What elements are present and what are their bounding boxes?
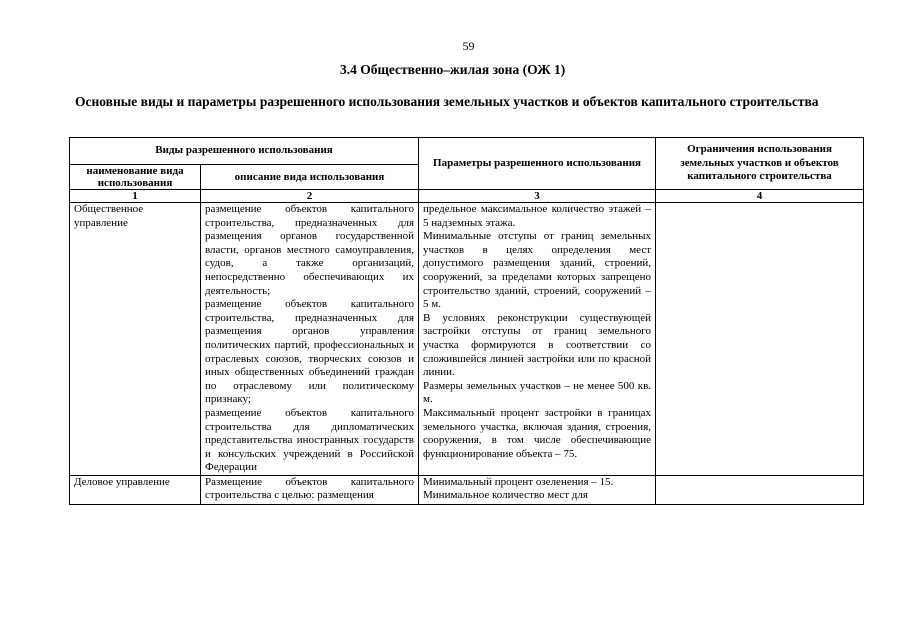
parameter-paragraph: Размеры земельных участков – не менее 500 кв. м. — [423, 379, 652, 406]
description-paragraph: размещение объектов капитального строительства, предназначенных для размещения органов государственной власти, органов местного самоуправления, судов, а также организаций, непосредственно обеспечивающих их деятельность; — [205, 203, 415, 297]
column-number-1: 1 — [70, 190, 201, 203]
header-parameters: Параметры разрешенного использования — [419, 138, 656, 190]
column-number-3: 3 — [419, 190, 656, 203]
parameter-paragraph: Максимальный процент застройки в границах земельного участка, включая здания, строения, сооружения, в том числе обеспечивающие функционирование объекта – 75. — [423, 406, 652, 460]
parameter-paragraph: Минимальные отступы от границ земельных участков в целях определения мест допустимого размещения зданий, строений, сооружений, за пределами которых запрещено строительство зданий, строений, сооружений – 5 м. — [423, 230, 652, 311]
usage-description — [201, 203, 419, 476]
description-paragraph: размещение объектов капитального строительства, предназначенных для размещения органов управления политических партий, профессиональных и отраслевых союзов, творческих союзов и иных общественных объединений граждан по отраслевому или политическому признаку; — [205, 298, 415, 406]
usage-name: Общественное управление — [70, 203, 201, 476]
parameter-paragraph: Минимальный процент озеленения – 15. — [423, 475, 614, 488]
usage-limitations — [656, 475, 864, 504]
header-usage-name: наименование вида использования — [70, 165, 201, 190]
header-usage-description: описание вида использования — [201, 165, 419, 190]
parameter-paragraph: В условиях реконструкции существующей застройки отступы от границ земельного участка формируются в соответствии со сложившейся линией застройки или по красной линии. — [423, 311, 652, 379]
description-paragraph: размещение объектов капитального строительства для дипломатических представительства иностранных государств и консульских учреждений в Российской Федерации — [205, 406, 415, 474]
usage-name: Деловое управление — [70, 475, 201, 504]
document-heading: Основные виды и параметры разрешенного использования земельных участков и объектов капитального строительства — [75, 94, 819, 109]
section-title: 3.4 Общественно–жилая зона (ОЖ 1) — [340, 62, 566, 77]
usage-limitations — [656, 203, 864, 476]
parameter-paragraph: Минимальное количество мест для — [423, 489, 588, 502]
parameter-paragraph: предельное максимальное количество этажей – 5 надземных этажа. — [423, 203, 652, 229]
usage-parameters — [419, 475, 656, 504]
column-number-2: 2 — [201, 190, 419, 203]
usage-parameters — [419, 203, 656, 476]
table-row — [70, 203, 864, 476]
usage-description: Размещение объектов капитального строительства с целью: размещения — [201, 475, 419, 504]
header-limitations: Ограничения использования земельных участков и объектов капитального строительства — [656, 138, 864, 190]
page-number: 59 — [462, 39, 475, 53]
table-row — [70, 475, 864, 504]
zone-table — [69, 137, 864, 505]
header-usage-types: Виды разрешенного использования — [70, 138, 419, 165]
column-number-4: 4 — [656, 190, 864, 203]
